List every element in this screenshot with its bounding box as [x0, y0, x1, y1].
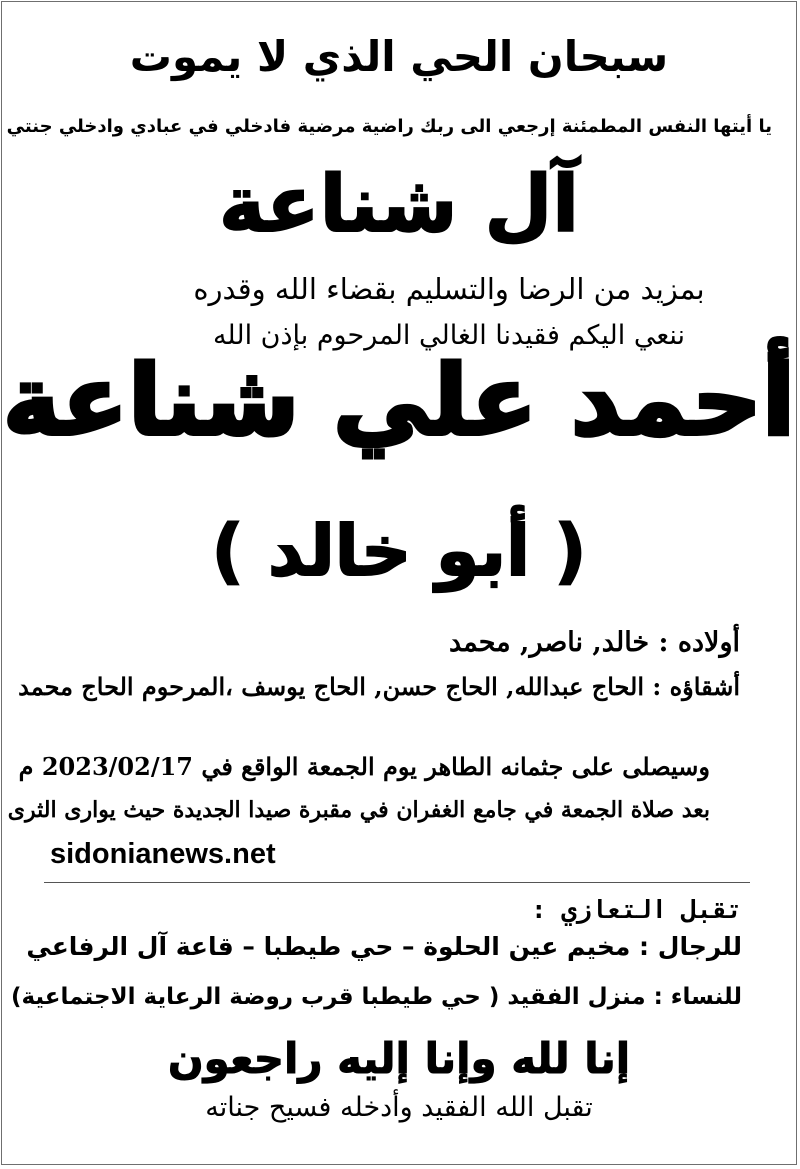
announcement-line: ننعي اليكم فقيدنا الغالي المرحوم بإذن الله — [212, 320, 686, 351]
funeral-prayer-line: وسيصلى على جثمانه الطاهر يوم الجمعة الواقع في 2023/02/17 م — [18, 752, 710, 781]
divider — [44, 882, 750, 883]
quranic-verse: يا أيتها النفس المطمئنة إرجعي الى ربك راضية مرضية فادخلي في عبادي وادخلي جنتي — [6, 116, 772, 137]
header-phrase: سبحان الحي الذي لا يموت — [129, 32, 669, 81]
deceased-name: أحمد علي شناعة — [2, 344, 796, 457]
deceased-nickname: ( أبو خالد ) — [211, 510, 587, 592]
sons-list: أولاده : خالد, ناصر, محمد — [448, 627, 740, 658]
closing-prayer: تقبل الله الفقيد وأدخله فسيح جناته — [205, 1092, 593, 1123]
condolences-title: تقبل التعازي : — [531, 895, 742, 924]
closing-verse: إنا لله وإنا إليه راجعون — [167, 1034, 631, 1083]
brothers-list: أشقاؤه : الحاج عبدالله, الحاج حسن, الحاج يوسف ،المرحوم الحاج محمد — [18, 672, 740, 701]
acceptance-line: بمزيد من الرضا والتسليم بقضاء الله وقدره — [193, 272, 705, 306]
family-name: آل شناعة — [219, 160, 579, 250]
condolences-men: للرجال : مخيم عين الحلوة – حي طيطبا – قاعة آل الرفاعي — [26, 932, 742, 961]
burial-line: بعد صلاة الجمعة في جامع الغفران في مقبرة صيدا الجديدة حيث يوارى الثرى — [7, 797, 710, 823]
obituary-notice — [1, 1, 797, 1165]
website-watermark: sidonianews.net — [50, 838, 276, 870]
condolences-women: للنساء : منزل الفقيد ( حي طيطبا قرب روضة الرعاية الاجتماعية) — [10, 984, 742, 1010]
